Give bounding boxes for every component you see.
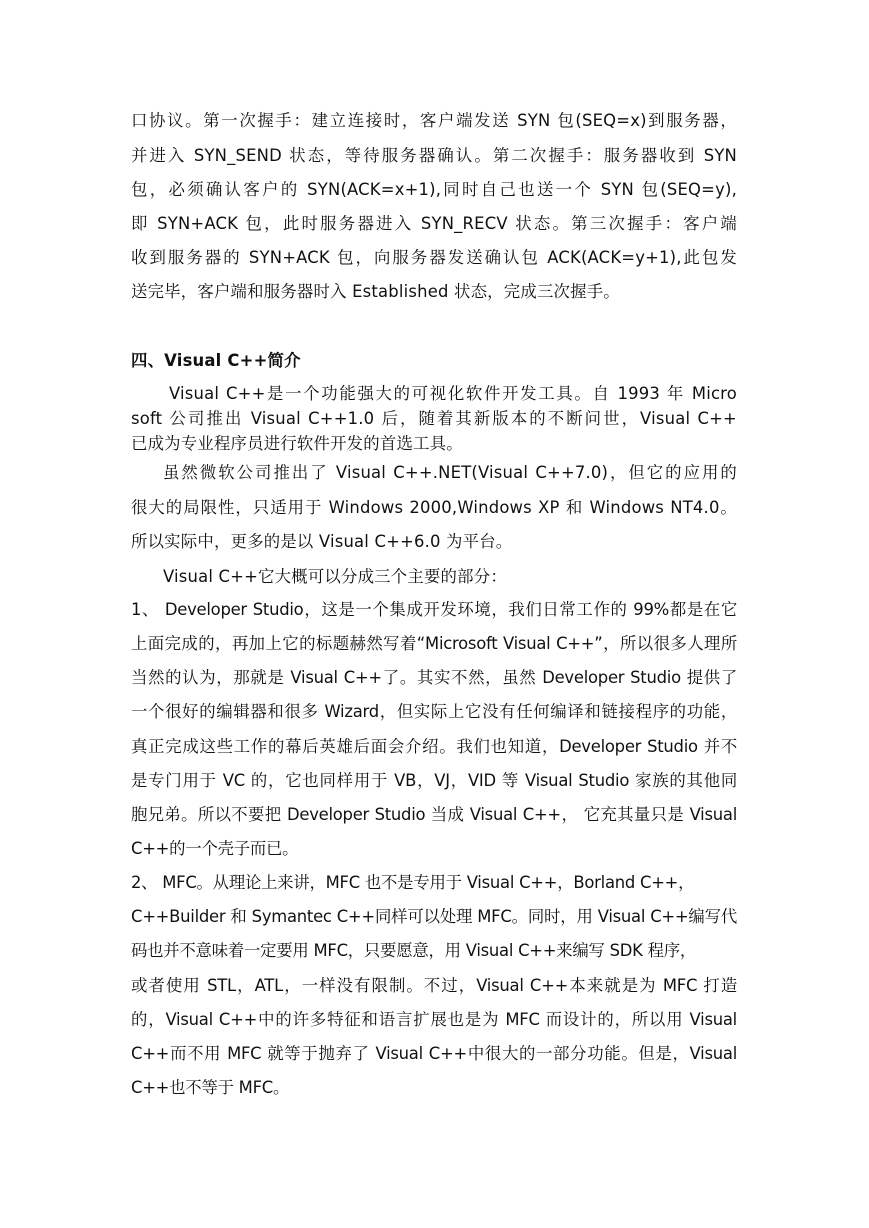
text-line: 是专门用于 VC 的，它也同样用于 VB，VJ，VID 等 Visual Studio 家族的其他同 <box>131 771 737 790</box>
section-heading: 四、Visual C++简介 <box>131 351 301 370</box>
text-line: C++也不等于 MFC。 <box>131 1078 290 1097</box>
text-line: 送完毕，客户端和服务器时入 Established 状态，完成三次握手。 <box>131 282 620 301</box>
text-line: 上面完成的，再加上它的标题赫然写着“Microsoft Visual C++”，所以很多人理所 <box>131 634 737 653</box>
text-line: 并进入 SYN_SEND 状态，等待服务器确认。第二次握手：服务器收到 SYN <box>131 146 737 165</box>
text-line: 一个很好的编辑器和很多 Wizard，但实际上它没有任何编译和链接程序的功能， <box>131 702 737 721</box>
text-line: 口协议。第一次握手：建立连接时，客户端发送 SYN 包(SEQ=x)到服务器， <box>131 111 737 130</box>
parts-intro: Visual C++它大概可以分成三个主要的部分： <box>163 567 507 586</box>
text-line: 很大的局限性，只适用于 Windows 2000,Windows XP 和 Windows NT4.0。 <box>131 498 737 517</box>
text-line: 1、 Developer Studio，这是一个集成开发环境，我们日常工作的 99%都是在它 <box>131 600 737 619</box>
text-line: 2、 MFC。从理论上来讲，MFC 也不是专用于 Visual C++，Borland C++， <box>131 873 695 892</box>
text-line: 包，必须确认客户的 SYN(ACK=x+1),同时自己也送一个 SYN 包(SEQ=y), <box>131 180 737 199</box>
text-line: soft 公司推出 Visual C++1.0 后，随着其新版本的不断问世，Visual C++ <box>131 409 737 428</box>
text-line: 收到服务器的 SYN+ACK 包，向服务器发送确认包 ACK(ACK=y+1),此包发 <box>131 248 737 267</box>
text-line: 的，Visual C++中的许多特征和语言扩展也是为 MFC 而设计的，所以用 Visual <box>131 1010 737 1029</box>
text-line: 当然的认为，那就是 Visual C++了。其实不然，虽然 Developer Studio 提供了 <box>131 668 737 687</box>
text-line: 或者使用 STL，ATL，一样没有限制。不过，Visual C++本来就是为 MFC 打造 <box>131 976 737 995</box>
text-line: Visual C++是一个功能强大的可视化软件开发工具。自 1993 年 Micro <box>169 384 737 403</box>
text-line: C++Builder 和 Symantec C++同样可以处理 MFC。同时，用 Visual C++编写代 <box>131 907 737 926</box>
text-line: 即 SYN+ACK 包，此时服务器进入 SYN_RECV 状态。第三次握手：客户端 <box>131 214 737 233</box>
text-line: C++而不用 MFC 就等于抛弃了 Visual C++中很大的一部分功能。但是，Visual <box>131 1044 737 1063</box>
text-line: 码也并不意味着一定要用 MFC，只要愿意，用 Visual C++来编写 SDK 程序， <box>131 941 697 960</box>
text-line: 虽然微软公司推出了 Visual C++.NET(Visual C++7.0)，但它的应用的 <box>163 463 737 482</box>
text-line: 已成为专业程序员进行软件开发的首选工具。 <box>131 434 463 453</box>
text-line: 真正完成这些工作的幕后英雄后面会介绍。我们也知道，Developer Studio 并不 <box>131 737 737 756</box>
text-line: 胞兄弟。所以不要把 Developer Studio 当成 Visual C++， 它充其量只是 Visual <box>131 805 737 824</box>
text-line: 所以实际中，更多的是以 Visual C++6.0 为平台。 <box>131 532 513 551</box>
text-line: C++的一个壳子而已。 <box>131 839 299 858</box>
